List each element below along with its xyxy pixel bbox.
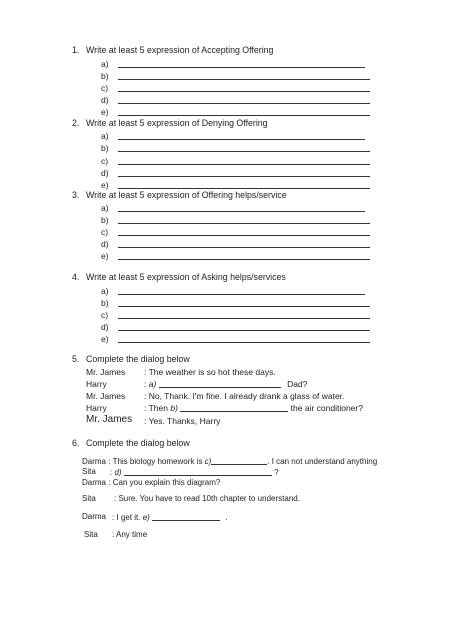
blank-d-line[interactable] xyxy=(124,467,272,476)
dialog2-speaker: Sita xyxy=(82,467,96,476)
q1-item-d: d) xyxy=(101,95,109,105)
q3-answer-line-c[interactable] xyxy=(118,235,370,236)
q6-number: 6. xyxy=(72,438,80,448)
q2-item-b: b) xyxy=(101,143,109,153)
blank-e-line[interactable] xyxy=(152,512,220,521)
q2-number: 2. xyxy=(72,118,80,128)
q1-text: Write at least 5 expression of Accepting Offering xyxy=(86,45,274,55)
dialog2-line: : d) ? xyxy=(110,468,279,477)
dialog2-line: : I get it. e) . xyxy=(112,513,228,522)
q6-title: Complete the dialog below xyxy=(86,438,190,448)
q4-item-b: b) xyxy=(101,298,109,308)
blank-label-c: c) xyxy=(204,457,212,466)
dialog2-speaker: Sita xyxy=(82,494,96,503)
q1-answer-line-a[interactable] xyxy=(118,67,365,68)
q2-answer-line-c[interactable] xyxy=(118,164,370,165)
q4-answer-line-e[interactable] xyxy=(118,342,370,343)
dialog2-line: Darma : This biology homework is c) . I can not understand anything xyxy=(82,457,378,466)
blank-label-e: e) xyxy=(142,513,150,522)
q1-answer-line-d[interactable] xyxy=(118,103,370,104)
q2-item-a: a) xyxy=(101,131,109,141)
dialog1-line: : a) Dad? xyxy=(144,379,308,389)
q1-item-e: e) xyxy=(101,107,109,117)
q3-item-b: b) xyxy=(101,215,109,225)
q2-item-e: e) xyxy=(101,180,109,190)
dialog1-speaker: Harry xyxy=(86,379,107,389)
q3-item-e: e) xyxy=(101,251,109,261)
q1-answer-line-e[interactable] xyxy=(118,115,370,116)
blank-c-line[interactable] xyxy=(211,456,267,465)
q4-answer-line-b[interactable] xyxy=(118,306,370,307)
q2-item-c: c) xyxy=(101,156,109,166)
dialog1-speaker: Mr. James xyxy=(86,391,126,401)
dialog1-line: : Yes. Thanks, Harry xyxy=(144,416,221,426)
q2-answer-line-b[interactable] xyxy=(118,151,370,152)
q4-answer-line-c[interactable] xyxy=(118,318,370,319)
q1-item-c: c) xyxy=(101,83,109,93)
blank-a-line[interactable] xyxy=(159,379,281,388)
q2-answer-line-a[interactable] xyxy=(118,139,365,140)
q4-item-d: d) xyxy=(101,322,109,332)
dialog2-line: : Sure. You have to read 10th chapter to understand. xyxy=(114,494,300,503)
dialog1-line: : Then b) the air conditioner? xyxy=(144,403,363,413)
dialog1-line: : The weather is so hot these days. xyxy=(144,367,276,377)
q2-item-d: d) xyxy=(101,168,109,178)
dialog1-speaker: Mr. James xyxy=(86,414,133,425)
q3-item-c: c) xyxy=(101,227,109,237)
q1-answer-line-b[interactable] xyxy=(118,79,370,80)
q4-item-a: a) xyxy=(101,286,109,296)
blank-label-b: b) xyxy=(170,403,178,413)
dialog2-line: : Any time xyxy=(112,530,148,539)
dialog1-line: : No, Thank. I'm fine. I already drank a glass of water. xyxy=(144,391,345,401)
dialog2-line: Darma : Can you explain this diagram? xyxy=(82,478,221,487)
q1-answer-line-c[interactable] xyxy=(118,91,370,92)
q1-number: 1. xyxy=(72,45,80,55)
dialog2-speaker: Sita xyxy=(84,530,98,539)
q3-item-a: a) xyxy=(101,203,109,213)
dialog2-speaker: Darma xyxy=(82,512,107,521)
q4-text: Write at least 5 expression of Asking helps/services xyxy=(86,272,286,282)
q5-number: 5. xyxy=(72,354,80,364)
q2-answer-line-d[interactable] xyxy=(118,176,370,177)
q2-answer-line-e[interactable] xyxy=(118,188,370,189)
q4-number: 4. xyxy=(72,272,80,282)
q1-item-b: b) xyxy=(101,71,109,81)
dialog1-speaker: Mr. James xyxy=(86,367,126,377)
blank-b-line[interactable] xyxy=(180,403,288,412)
q4-answer-line-d[interactable] xyxy=(118,330,370,331)
q3-text: Write at least 5 expression of Offering helps/service xyxy=(86,190,287,200)
q4-answer-line-a[interactable] xyxy=(118,294,365,295)
q3-answer-line-a[interactable] xyxy=(118,211,365,212)
blank-label-a: a) xyxy=(148,379,157,389)
q5-title: Complete the dialog below xyxy=(86,354,190,364)
q3-item-d: d) xyxy=(101,239,109,249)
q2-text: Write at least 5 expression of Denying Offering xyxy=(86,118,268,128)
q4-item-c: c) xyxy=(101,310,109,320)
q3-answer-line-e[interactable] xyxy=(118,259,370,260)
q1-item-a: a) xyxy=(101,59,109,69)
q3-answer-line-b[interactable] xyxy=(118,223,370,224)
dialog1-speaker: Harry xyxy=(86,403,107,413)
q3-answer-line-d[interactable] xyxy=(118,247,370,248)
blank-label-d: d) xyxy=(114,468,122,477)
q3-number: 3. xyxy=(72,190,80,200)
q4-item-e: e) xyxy=(101,334,109,344)
